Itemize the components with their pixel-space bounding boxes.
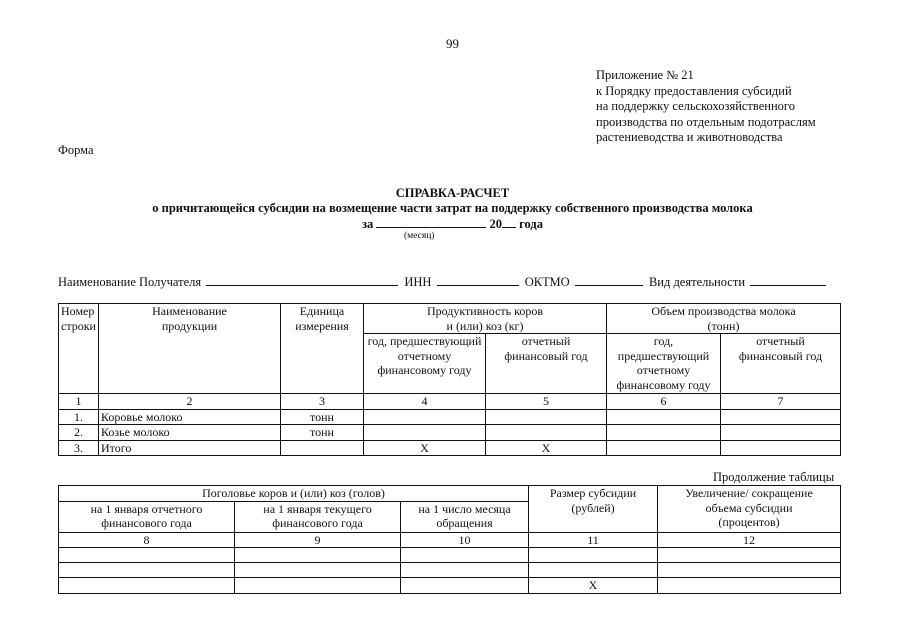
recipient-name-field[interactable] xyxy=(206,273,398,286)
header-prev-year: год, предшествующий отчетному финансовому году xyxy=(607,334,721,394)
title-subtitle: о причитающейся субсидии на возмещение части затрат на поддержку собственного производства молока xyxy=(152,201,753,215)
column-number: 9 xyxy=(235,532,401,548)
inn-field[interactable] xyxy=(437,273,519,286)
column-number: 3 xyxy=(281,394,364,410)
title-main: СПРАВКА-РАСЧЕТ xyxy=(395,186,510,200)
month-caption: (месяц) xyxy=(404,231,435,241)
appendix-line: растениеводства и животноводства xyxy=(596,130,783,144)
data-cell[interactable] xyxy=(658,548,841,563)
period-prefix: за xyxy=(362,217,374,231)
data-cell[interactable] xyxy=(721,440,841,456)
unit-cell: тонн xyxy=(281,425,364,441)
period-suffix: года xyxy=(519,217,543,231)
header-jan1-current: на 1 января текущего финансового года xyxy=(235,501,401,532)
product-name: Козье молоко xyxy=(99,425,281,441)
header-first-of-month: на 1 число месяца обращения xyxy=(401,501,529,532)
data-cell[interactable] xyxy=(721,409,841,425)
data-cell: X xyxy=(486,440,607,456)
data-cell[interactable] xyxy=(59,563,235,578)
oktmo-field[interactable] xyxy=(575,273,643,286)
header-jan1-report: на 1 января отчетного финансового года xyxy=(59,501,235,532)
table-row xyxy=(59,440,841,456)
header-change: Увеличение/ сокращение объема субсидии (процентов) xyxy=(658,486,841,533)
data-cell[interactable] xyxy=(401,578,529,594)
column-number: 4 xyxy=(364,394,486,410)
inn-label: ИНН xyxy=(404,275,432,289)
livestock-subsidy-table xyxy=(58,485,841,594)
data-cell[interactable] xyxy=(529,548,658,563)
header-subsidy-size: Размер субсидии (рублей) xyxy=(529,486,658,533)
header-volume: Объем производства молока (тонн) xyxy=(607,304,841,334)
column-number: 12 xyxy=(658,532,841,548)
continuation-label: Продолжение таблицы xyxy=(713,470,835,484)
month-blank[interactable] xyxy=(376,216,486,228)
data-cell[interactable] xyxy=(364,409,486,425)
data-cell[interactable] xyxy=(486,425,607,441)
activity-field[interactable] xyxy=(750,273,826,286)
page-number: 99 xyxy=(446,36,459,51)
unit-cell xyxy=(281,440,364,456)
data-cell: X xyxy=(364,440,486,456)
title-period xyxy=(0,216,905,232)
product-name: Коровье молоко xyxy=(99,409,281,425)
row-number: 1. xyxy=(59,409,99,425)
data-cell[interactable] xyxy=(59,578,235,594)
row-number: 3. xyxy=(59,440,99,456)
header-unit: Единица измерения xyxy=(281,304,364,394)
table-row xyxy=(59,425,841,441)
appendix-line: производства по отдельным подотраслям xyxy=(596,114,816,129)
column-number: 6 xyxy=(607,394,721,410)
data-cell[interactable] xyxy=(658,563,841,578)
header-product-name: Наименование продукции xyxy=(99,304,281,394)
appendix-line: Приложение № 21 xyxy=(596,68,694,82)
column-number: 10 xyxy=(401,532,529,548)
form-label: Форма xyxy=(58,143,94,157)
table-row xyxy=(59,409,841,425)
data-cell[interactable] xyxy=(607,440,721,456)
recipient-row xyxy=(58,273,829,290)
header-prev-year: год, предшествующий отчетному финансовому году xyxy=(364,334,486,394)
data-cell[interactable] xyxy=(364,425,486,441)
data-cell[interactable] xyxy=(486,409,607,425)
data-cell[interactable] xyxy=(59,548,235,563)
row-number: 2. xyxy=(59,425,99,441)
document-title xyxy=(0,186,905,232)
table-row xyxy=(59,578,841,594)
table-row xyxy=(59,563,841,578)
data-cell[interactable] xyxy=(529,563,658,578)
column-number: 2 xyxy=(99,394,281,410)
header-productivity: Продуктивность коров и (или) коз (кг) xyxy=(364,304,607,334)
header-row-number: Номер строки xyxy=(59,304,99,394)
oktmo-label: ОКТМО xyxy=(524,275,570,289)
data-cell[interactable] xyxy=(401,548,529,563)
data-cell: X xyxy=(529,578,658,594)
appendix-line: на поддержку сельскохозяйственного xyxy=(596,99,795,113)
column-number: 1 xyxy=(59,394,99,410)
data-cell[interactable] xyxy=(658,578,841,594)
data-cell[interactable] xyxy=(235,578,401,594)
appendix-line: к Порядку предоставления субсидий xyxy=(596,83,792,98)
appendix-note xyxy=(596,68,816,146)
column-number: 8 xyxy=(59,532,235,548)
data-cell[interactable] xyxy=(607,409,721,425)
activity-label: Вид деятельности xyxy=(648,275,746,289)
production-table xyxy=(58,303,841,456)
column-number: 7 xyxy=(721,394,841,410)
unit-cell: тонн xyxy=(281,409,364,425)
data-cell[interactable] xyxy=(721,425,841,441)
product-name: Итого xyxy=(99,440,281,456)
header-report-year: отчетный финансовый год xyxy=(486,334,607,394)
data-cell[interactable] xyxy=(235,563,401,578)
recipient-name-label: Наименование Получателя xyxy=(58,275,202,289)
year-blank[interactable] xyxy=(502,216,516,228)
data-cell[interactable] xyxy=(607,425,721,441)
data-cell[interactable] xyxy=(401,563,529,578)
header-livestock: Поголовье коров и (или) коз (голов) xyxy=(59,486,529,502)
period-year: 20 xyxy=(489,217,503,231)
header-report-year: отчетный финансовый год xyxy=(721,334,841,394)
table-row xyxy=(59,548,841,563)
data-cell[interactable] xyxy=(235,548,401,563)
column-number: 5 xyxy=(486,394,607,410)
column-number: 11 xyxy=(529,532,658,548)
